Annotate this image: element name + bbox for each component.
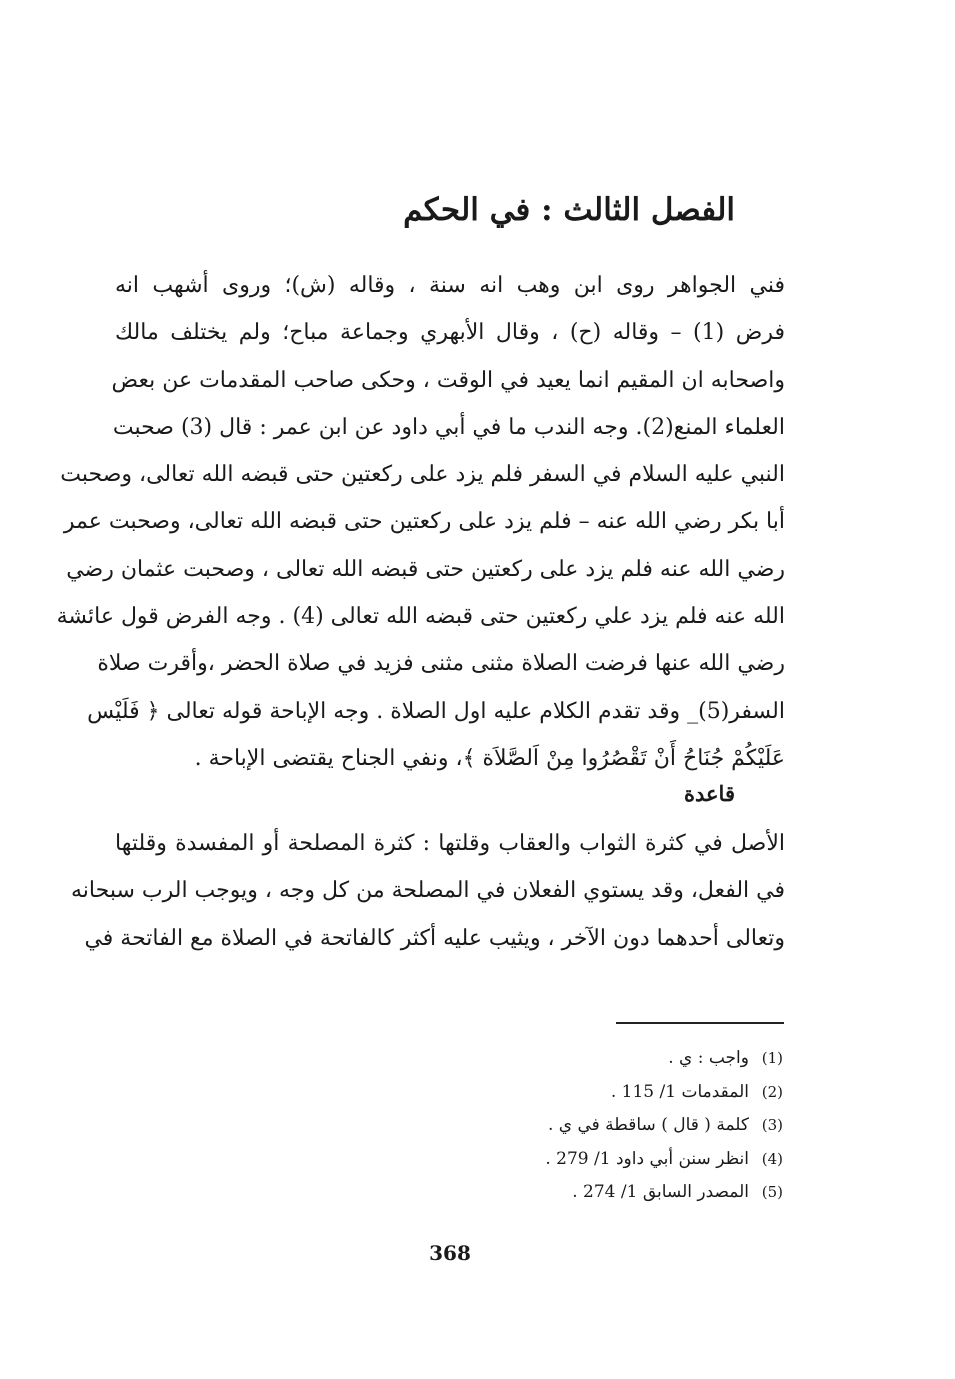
footnote-number: (3): [761, 1116, 783, 1134]
footnote-text: واجب : ي .: [668, 1048, 749, 1068]
rule-paragraph: [71, 820, 785, 962]
text-line: في الفعل، وقد يستوي الفعلان في المصلحة من كل وجه ، ويوجب الرب سبحانه: [71, 878, 785, 904]
text-line: النبي عليه السلام في السفر فلم يزد على ركعتين حتى قبضه الله تعالى، وصحبت: [60, 462, 785, 488]
section-subheading: قاعدة: [684, 781, 735, 806]
footnote-text: انظر سنن أبي داود 1/ 279 .: [545, 1148, 749, 1169]
text-line: فرض (1) – وقاله (ح) ، وقال الأبهري وجماعة مباح؛ ولم يختلف مالك: [115, 320, 785, 346]
footnote-number: (5): [761, 1183, 783, 1201]
footnote-item: [383, 1076, 783, 1110]
text-line: الله عنه فلم يزد علي ركعتين حتى قبضه الله تعالى (4) . وجه الفرض قول عائشة: [56, 604, 785, 630]
footnote-text: كلمة ( قال ) ساقطة في ي .: [547, 1115, 749, 1135]
text-line: واصحابه ان المقيم انما يعيد في الوقت ، وحكى صاحب المقدمات عن بعض: [111, 367, 785, 393]
text-line: وتعالى أحدهما دون الآخر ، ويثيب عليه أكثر كالفاتحة في الصلاة مع الفاتحة في: [84, 925, 785, 951]
text-line: عَلَيْكُمْ جُنَاحُ أَنْ تَقْصُرُوا مِنْ اَلصَّلاَة ﴾، ونفي الجناح يقتضى الإباحة .: [194, 745, 785, 771]
chapter-heading: الفصل الثالث : في الحكم: [403, 192, 735, 228]
footnote-number: (2): [761, 1082, 783, 1101]
main-paragraph: [56, 262, 785, 782]
footnote-item: [383, 1143, 783, 1177]
text-line: رضي الله عنه فلم يزد على ركعتين حتى قبضه الله تعالى ، وصحبت عثمان رضي: [66, 556, 785, 582]
footnote-text: المصدر السابق 1/ 274 .: [572, 1182, 749, 1202]
text-line: السفر(5)_ وقد تقدم الكلام عليه اول الصلاة . وجه الإباحة قوله تعالى ﴿ فَلَيْس: [87, 698, 785, 724]
footnote-item: [383, 1109, 783, 1143]
footnotes-list: [383, 1042, 783, 1210]
footnote-item: [383, 1042, 783, 1076]
footnote-number: (4): [761, 1149, 783, 1168]
text-line: الأصل في كثرة الثواب والعقاب وقلتها : كثرة المصلحة أو المفسدة وقلتها: [115, 831, 785, 856]
footnote-item: [383, 1176, 783, 1210]
text-line: أبا بكر رضي الله عنه – فلم يزد على ركعتين حتى قبضه الله تعالى، وصحبت عمر: [63, 509, 785, 535]
text-line: العلماء المنع(2). وجه الندب ما في أبي داود عن ابن عمر : قال (3) صحبت: [112, 414, 785, 440]
page-number: 368: [429, 1241, 471, 1265]
text-line: فني الجواهر روى ابن وهب انه سنة ، وقاله (ش)؛ وروى أشهب انه: [115, 273, 785, 298]
footnote-number: (1): [761, 1049, 783, 1067]
footnote-text: المقدمات 1/ 115 .: [610, 1081, 749, 1102]
footnote-separator: [616, 1022, 784, 1024]
text-line: رضي الله عنها فرضت الصلاة مثنى مثنى فزيد في صلاة الحضر ،وأقرت صلاة: [97, 651, 785, 677]
